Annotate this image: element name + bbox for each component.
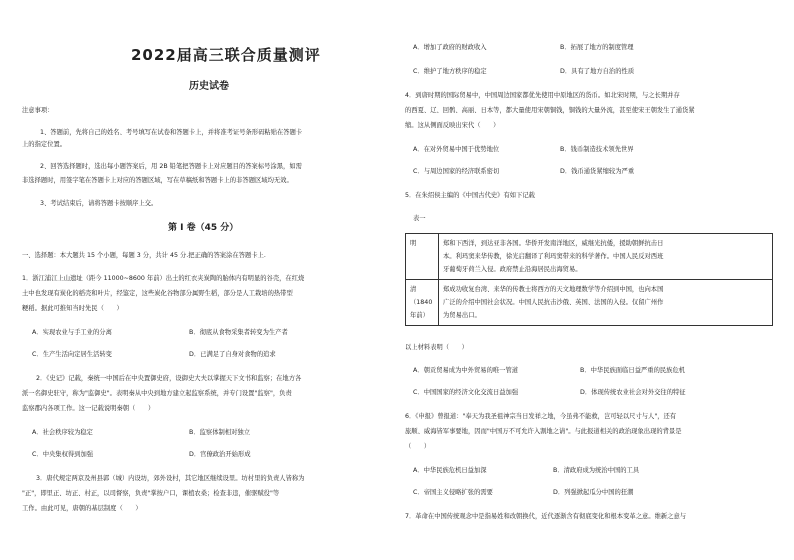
q5-option-a[interactable]: A．朝贡贸易成为中外贸易的唯一管道: [413, 367, 519, 374]
q1-option-b[interactable]: B．彻底从食物采集者转变为生产者: [189, 329, 288, 336]
dynasty-label: 清: [410, 286, 417, 293]
note-1b: 上的指定位置。: [22, 141, 67, 148]
q3-option-c[interactable]: C．维护了地方秩序的稳定: [413, 68, 487, 75]
dynasty-note: 年前）: [410, 312, 429, 319]
q4-option-c[interactable]: C．与周边国家的经济联系密切: [413, 168, 500, 175]
page-title: 2022届高三联合质量测评: [131, 46, 321, 64]
note-1a: 1、答题前，先将自己的姓名、考号填写在试卷和答题卡上，并将准考证号条形码粘贴在答题卡: [40, 129, 303, 136]
q2-stem-b: 派一名御史驻守，称为"监御史"。表明秦从中央到地方建立起监察系统，并专门设置"监察"，负责: [22, 390, 292, 397]
page-subtitle: 历史试卷: [189, 81, 229, 92]
q6-option-d[interactable]: D．列强掀起瓜分中国的狂潮: [553, 489, 634, 496]
row-line: 郑成功收复台湾、来华的传教士将西方的天文地理数学等介绍到中国，也向本国: [443, 286, 664, 293]
q5-option-c[interactable]: C．中国国家的经济文化交流日益加强: [413, 389, 519, 396]
q7-stem-a: 7．革命在中国传统观念中是指易姓和改朝换代，近代逐渐含有彻底变化和根本变革之意。维新之意与: [405, 513, 687, 520]
q2-option-d[interactable]: D．官僚政治开始形成: [189, 451, 251, 458]
q5-option-b[interactable]: B．中华民族面临日益严重的民族危机: [580, 367, 686, 374]
row-line: 广泛的介绍中国社会状况。中国人民抗击沙俄、英国、法国的入侵。仅留广州作: [443, 299, 664, 306]
q2-option-b[interactable]: B．监察体制相对独立: [189, 429, 250, 436]
table-row: [406, 234, 773, 280]
row-line: 郑和下西洋，到达亚非各国。华侨开发南洋地区，威继光抗倭，援助朝鲜抗击日: [443, 240, 664, 247]
q3-option-b[interactable]: B．拓展了地方的制度管理: [560, 44, 634, 51]
content-cell: [439, 280, 773, 326]
q2-option-a[interactable]: A．社会秩序较为稳定: [32, 429, 93, 436]
q2-stem-c: 监察郡内各项工作。这一记载说明秦朝（ ）: [22, 405, 155, 412]
q2-stem-a: 2．《史记》记载，秦统一中国后在中央置御史府，设御史大夫以掌握天下文书和监察；在地方各: [36, 375, 302, 382]
q5-after: 以上材料表明（ ）: [405, 344, 468, 351]
dynasty-note: （1840: [410, 299, 433, 306]
q6-stem-b: 旅顺、威海皆军事要地，因而"中国万不可允许入割地之请"。与此报道相关的政治现象出现的背景是: [405, 428, 682, 435]
table-row: [406, 280, 773, 326]
q5-table: [405, 233, 773, 326]
q4-option-b[interactable]: B．钱币制造技术领先世界: [560, 146, 634, 153]
q4-stem-c: 缩。这从侧面反映出宋代（ ）: [405, 122, 500, 129]
q1-stem-a: 1．浙江浦江上山遗址（距今 11000~8600 年前）出土的红衣夹炭陶的胎体内有明显的谷壳，在红烧: [22, 275, 305, 282]
q5-option-d[interactable]: D．体现传统农业社会对外交往的特征: [580, 389, 686, 396]
note-2c: 非选择题时，用签字笔在答题卡上对应的答题区域，写在草稿纸和答题卡上的非答题区域均无效。: [22, 177, 293, 184]
row-line: 本。利玛窦来华传教，徐光启翻译了利玛窦带来的科学著作。中国人民反对西班: [443, 253, 664, 260]
dynasty-cell: [406, 234, 439, 280]
q6-option-a[interactable]: A．中华民族危机日益加深: [413, 467, 487, 474]
dynasty-label: 明: [410, 240, 417, 247]
note-3: 3、考试结束后，请将答题卡按顺序上交。: [40, 200, 158, 207]
q1-option-c[interactable]: C．生产生活向定居生活转变: [32, 351, 112, 358]
section-title: 第 I 卷（45 分）: [168, 223, 239, 233]
q3-stem-c: 工作。由此可见，唐朝的基层制度（ ）: [22, 505, 142, 512]
q1-stem-b: 土中也发现有炭化的稻壳和叶片，经鉴定，这些炭化谷物部分属野生稻，部分是人工栽培的热带型: [22, 290, 293, 297]
content-cell: [439, 234, 773, 280]
row-line: 牙葡萄牙荷兰入侵。政府禁止沿海居民出海贸易。: [443, 266, 582, 273]
q6-stem-a: 6．《申报》曾报道："奉天为我圣祖神宗当日发祥之地，今虽弗不能救，岂可轻以尺寸与人"，还有: [405, 413, 677, 420]
q6-stem-c: （ ）: [405, 443, 431, 450]
q4-option-d[interactable]: D．钱币通货紧缩较为严重: [560, 168, 635, 175]
note-2a: 2、回答选择题时，选出每小题答案后，用 2B 铅笔把答题卡上对应题目的答案标号涂黑，如需: [40, 163, 302, 170]
notes-heading: 注意事项：: [22, 107, 54, 114]
q3-stem-b: "正"，即里正、坊正、村正，以司督察，负责"掌按户口，课植农桑；检查非违，催驱赋役"等: [22, 490, 280, 497]
q5-stem: 5．在朱绍侯主编的《中国古代史》有如下记载: [405, 192, 535, 199]
q4-stem-a: 4．到唐时期的国际贸易中，中国周边国家都优先使用中原地区的货币。如北宋时期，与之长期并存: [405, 92, 680, 99]
q2-option-c[interactable]: C．中央集权得到加强: [32, 451, 94, 458]
q4-option-a[interactable]: A．在对外贸易中国于优势地位: [413, 146, 500, 153]
q3-stem-a: 3．唐代规定两京及州县郭（城）内设坊，郊外设村，其它地区继续设里。坊村里的负责人皆称为: [36, 475, 305, 482]
q5-table-label: 表一: [413, 215, 426, 222]
row-line: 为贸易出口。: [443, 312, 481, 319]
q1-stem-c: 粳稻。据此可推知当时先民（ ）: [22, 305, 123, 312]
section-intro: 一、选择题：本大题共 15 个小题，每题 3 分，共计 45 分.把正确的答案涂在答题卡上.: [22, 252, 266, 259]
q1-option-d[interactable]: D．已满足了自身对食物的追求: [189, 351, 276, 358]
q3-option-d[interactable]: D．具有了地方自治的性质: [560, 68, 635, 75]
q1-option-a[interactable]: A．实现农业与手工业的分离: [32, 329, 112, 336]
q3-option-a[interactable]: A．增加了政府的财政收入: [413, 44, 487, 51]
q6-option-b[interactable]: B．清政府成为统治中国的工具: [553, 467, 640, 474]
dynasty-cell: [406, 280, 439, 326]
q4-stem-b: 的西夏、辽、回鹘、高丽、日本等，都大量使用宋朝铜钱，铜钱的大量外流，甚至使宋王朝发生了通货紧: [405, 107, 695, 114]
q6-option-c[interactable]: C．帝国主义侵略扩张的需要: [413, 489, 493, 496]
